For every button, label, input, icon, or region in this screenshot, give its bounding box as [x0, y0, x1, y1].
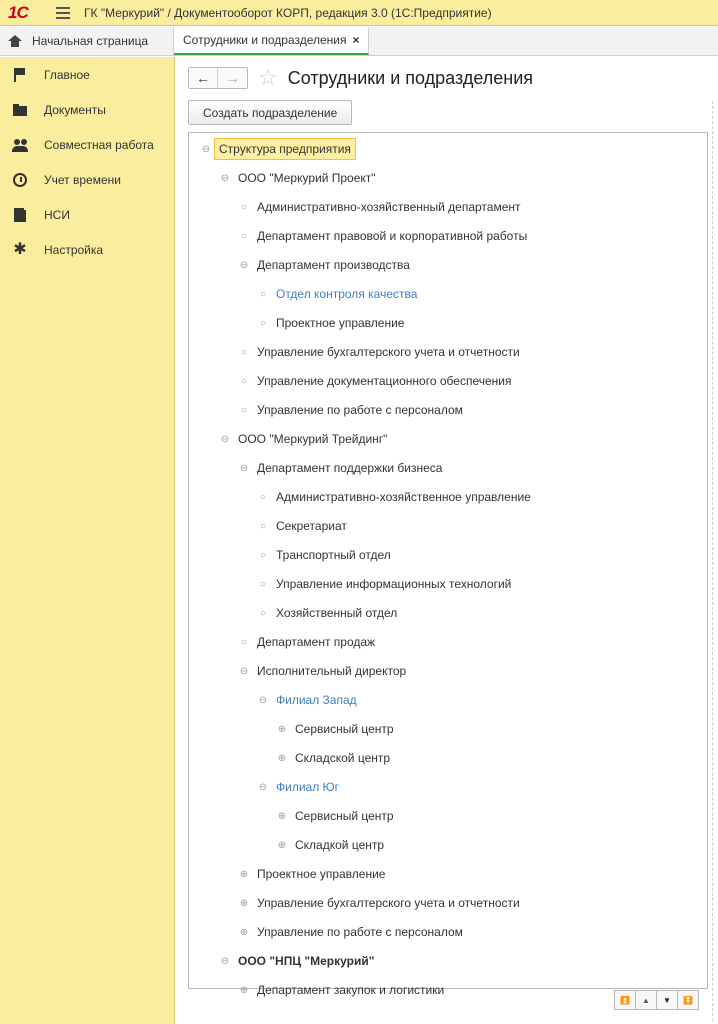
leaf-icon: ○: [259, 288, 267, 300]
clock-icon: [13, 173, 27, 187]
tree-node[interactable]: [239, 225, 527, 247]
scroll-up-button[interactable]: ▲: [635, 990, 657, 1010]
leaf-icon: ○: [259, 491, 267, 503]
favorite-star-icon[interactable]: ☆: [258, 65, 278, 90]
tree-node-label: Департамент производства: [257, 258, 410, 272]
tree-node[interactable]: [277, 718, 394, 740]
tree-node-label: Сервисный центр: [295, 722, 394, 736]
tree-node-label: ООО "НПЦ "Меркурий": [238, 954, 375, 968]
flag-icon: [12, 67, 28, 83]
sidebar-item-documents[interactable]: [0, 92, 174, 127]
tree-node[interactable]: [258, 573, 511, 595]
tree-node[interactable]: [239, 399, 463, 421]
expand-icon[interactable]: ⊕: [277, 839, 287, 851]
gear-icon: ✱: [13, 240, 27, 258]
tree-node-label: Административно-хозяйственный департамент: [257, 200, 521, 214]
tree-node-label: Проектное управление: [276, 316, 405, 330]
tab-home[interactable]: [0, 27, 174, 55]
tree-node[interactable]: [220, 950, 374, 972]
scroll-down-button[interactable]: ▼: [656, 990, 678, 1010]
tree-node-label: ООО "Меркурий Трейдинг": [238, 432, 388, 446]
tree-node[interactable]: [258, 776, 339, 798]
tree-node-label: Управление по работе с персоналом: [257, 403, 463, 417]
leaf-icon: ○: [240, 230, 248, 242]
leaf-icon: ○: [259, 578, 267, 590]
tree-node[interactable]: [258, 486, 531, 508]
history-nav: [188, 67, 248, 89]
tree-node[interactable]: [258, 544, 391, 566]
home-icon: [8, 35, 22, 47]
sidebar-item-label: Главное: [44, 67, 90, 82]
tree-node-label: Департамент правовой и корпоративной работы: [257, 229, 528, 243]
scroll-bottom-button[interactable]: ⏬: [677, 990, 699, 1010]
tree-node-label: Управление информационных технологий: [276, 577, 512, 591]
collapse-icon[interactable]: ⊖: [220, 172, 230, 184]
sidebar-item-label: Совместная работа: [44, 137, 154, 152]
tree-node[interactable]: [220, 167, 376, 189]
form-divider: [712, 101, 713, 1021]
main-content: [176, 57, 718, 1024]
tab-employees-label: Сотрудники и подразделения: [183, 33, 347, 47]
tree-node-label: Управление по работе с персоналом: [257, 925, 463, 939]
back-button[interactable]: ←: [189, 68, 218, 88]
tab-home-label: Начальная страница: [32, 34, 149, 48]
main-menu-icon[interactable]: [56, 7, 70, 19]
tree-node-label: Департамент продаж: [257, 635, 376, 649]
app-logo[interactable]: [8, 4, 44, 22]
collapse-icon[interactable]: ⊖: [258, 781, 268, 793]
tree-node[interactable]: [277, 805, 394, 827]
tree-node-label: Департамент закупок и логистики: [257, 983, 445, 997]
close-icon[interactable]: ×: [352, 33, 360, 47]
people-icon: [12, 137, 28, 153]
collapse-icon[interactable]: ⊖: [258, 694, 268, 706]
collapse-icon[interactable]: ⊖: [239, 259, 249, 271]
leaf-icon: ○: [259, 549, 267, 561]
window-title: ГК "Меркурий" / Документооборот КОРП, редакция 3.0 (1С:Предприятие): [84, 5, 492, 20]
tree-node-label: Филиал Запад: [276, 693, 357, 707]
tree-node[interactable]: [201, 138, 356, 160]
tree-node-label: Проектное управление: [257, 867, 386, 881]
tree-node-label: Департамент поддержки бизнеса: [257, 461, 443, 475]
tree-node-label: Управление бухгалтерского учета и отчетности: [257, 345, 520, 359]
tree-node-label: Управление документационного обеспечения: [257, 374, 512, 388]
tree-node-label: Филиал Юг: [276, 780, 340, 794]
collapse-icon[interactable]: ⊖: [201, 143, 211, 155]
sidebar-item-label: Документы: [44, 102, 106, 117]
collapse-icon[interactable]: ⊖: [239, 462, 249, 474]
tree-node-label: Структура предприятия: [214, 138, 356, 160]
leaf-icon: ○: [240, 201, 248, 213]
tree-node[interactable]: [239, 196, 521, 218]
create-department-button[interactable]: Создать подразделение: [188, 100, 352, 125]
tab-bar: [0, 27, 718, 56]
tree-node-label: Хозяйственный отдел: [276, 606, 398, 620]
leaf-icon: ○: [240, 375, 248, 387]
expand-icon[interactable]: ⊕: [277, 752, 287, 764]
page-title: Сотрудники и подразделения: [287, 67, 534, 88]
tree-node[interactable]: [277, 747, 390, 769]
leaf-icon: ○: [240, 346, 248, 358]
tree-node[interactable]: [239, 370, 511, 392]
sidebar-item-collaboration[interactable]: [0, 127, 174, 162]
sidebar-item-label: НСИ: [44, 207, 70, 222]
form-header: [188, 66, 533, 90]
scroll-top-button[interactable]: ⏫: [614, 990, 636, 1010]
leaf-icon: ○: [240, 636, 248, 648]
expand-icon[interactable]: ⊕: [239, 984, 249, 996]
tree-node[interactable]: [239, 341, 520, 363]
tree-node[interactable]: [220, 428, 387, 450]
tree-node[interactable]: [239, 979, 444, 1001]
sidebar-item-label: Настройка: [44, 242, 104, 257]
tree-node[interactable]: [277, 834, 384, 856]
title-bar: [0, 0, 718, 26]
collapse-icon[interactable]: ⊖: [239, 665, 249, 677]
list-scroll-controls: [615, 990, 699, 1010]
book-icon: [12, 207, 28, 223]
sidebar-item-reference-data[interactable]: [0, 197, 174, 232]
tree-node[interactable]: [258, 283, 417, 305]
sidebar: [0, 57, 175, 1024]
tree-node[interactable]: [239, 921, 463, 943]
tree-node-label: Административно-хозяйственное управление: [276, 490, 531, 504]
department-tree[interactable]: [188, 132, 708, 997]
expand-icon[interactable]: ⊕: [277, 723, 287, 735]
tree-node-label: Отдел контроля качества: [276, 287, 418, 301]
leaf-icon: ○: [240, 404, 248, 416]
tree-node-label: Управление бухгалтерского учета и отчетности: [257, 896, 520, 910]
collapse-icon[interactable]: ⊖: [220, 433, 230, 445]
tree-node[interactable]: [258, 312, 404, 334]
tree-node[interactable]: [239, 863, 385, 885]
tree-node[interactable]: [258, 689, 357, 711]
tree-node[interactable]: [258, 515, 347, 537]
logo-text: 1С: [8, 2, 28, 22]
forward-button[interactable]: →: [218, 68, 247, 88]
tree-node[interactable]: [239, 892, 520, 914]
sidebar-item-label: Учет времени: [44, 172, 121, 187]
sidebar-item-time-tracking[interactable]: [0, 162, 174, 197]
tree-node[interactable]: [239, 660, 406, 682]
expand-icon[interactable]: ⊕: [277, 810, 287, 822]
tab-employees[interactable]: [174, 27, 369, 55]
sidebar-item-settings[interactable]: [0, 232, 174, 267]
tree-node-label: ООО "Меркурий Проект": [238, 171, 376, 185]
leaf-icon: ○: [259, 317, 267, 329]
tree-node-label: Транспортный отдел: [276, 548, 391, 562]
tree-node-label: Складкой центр: [295, 838, 385, 852]
tree-node[interactable]: [239, 457, 442, 479]
tree-node-label: Исполнительный директор: [257, 664, 407, 678]
leaf-icon: ○: [259, 520, 267, 532]
sidebar-item-main[interactable]: [0, 57, 174, 92]
expand-icon[interactable]: ⊕: [239, 868, 249, 880]
folder-icon: [12, 102, 28, 118]
tree-node-label: Сервисный центр: [295, 809, 394, 823]
tree-node[interactable]: [258, 602, 397, 624]
tree-node-label: Секретариат: [276, 519, 347, 533]
collapse-icon[interactable]: ⊖: [220, 955, 230, 967]
tree-node[interactable]: [239, 254, 410, 276]
leaf-icon: ○: [259, 607, 267, 619]
expand-icon[interactable]: ⊕: [239, 897, 249, 909]
tree-node-label: Складской центр: [295, 751, 391, 765]
tree-node[interactable]: [239, 631, 375, 653]
expand-icon[interactable]: ⊕: [239, 926, 249, 938]
